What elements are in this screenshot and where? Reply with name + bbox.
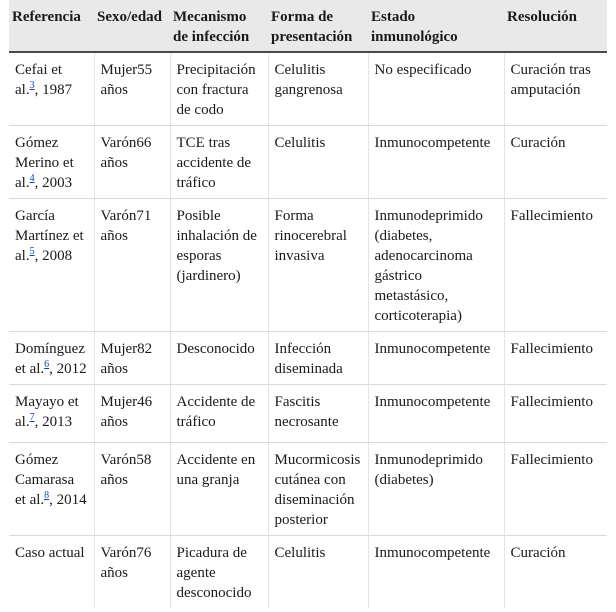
- table-row: [9, 199, 607, 332]
- cell-forma: Infección diseminada: [268, 332, 368, 385]
- table-row: [9, 443, 607, 536]
- ref-text: Cefai et al.: [15, 62, 63, 98]
- cell-estado: Inmunocompetente: [368, 385, 504, 443]
- cell-mecanismo: TCE tras accidente de tráfico: [170, 126, 268, 199]
- citation-link[interactable]: 4: [29, 173, 35, 184]
- header-estado: Estado inmunológico: [368, 0, 504, 52]
- table-header: [9, 0, 607, 52]
- ref-year: , 2013: [34, 414, 73, 430]
- cell-referencia: [9, 385, 94, 443]
- table-body: [9, 52, 607, 608]
- cell-sexo-edad: Varón66 años: [94, 126, 170, 199]
- cell-mecanismo: Precipitación con fractura de codo: [170, 52, 268, 126]
- header-forma: Forma de presentación: [268, 0, 368, 52]
- ref-year: , 2012: [49, 361, 87, 377]
- cell-estado: Inmunocompetente: [368, 332, 504, 385]
- table-row: [9, 126, 607, 199]
- cell-resolucion: Curación: [510, 545, 566, 561]
- cell-mecanismo: Posible inhalación de esporas (jardinero): [170, 199, 268, 332]
- header-referencia: Referencia: [9, 0, 94, 52]
- cell-referencia: [9, 443, 94, 536]
- cell-forma: Forma rinocerebral invasiva: [268, 199, 368, 332]
- ref-text: Gómez Camarasa et al.: [15, 452, 75, 508]
- cell-mecanismo: Accidente en una granja: [170, 443, 268, 536]
- cell-referencia: [9, 126, 94, 199]
- cell-sexo-edad: Varón58 años: [94, 443, 170, 536]
- cell-estado: Inmunocompetente: [368, 536, 504, 609]
- ref-text: Gómez Merino et al.: [15, 135, 74, 191]
- cell-sexo-edad: Varón76 años: [94, 536, 170, 609]
- ref-text: Mayayo et al.: [15, 394, 79, 430]
- ref-text: Domínguez et al.: [15, 341, 85, 377]
- citation-link[interactable]: 6: [44, 359, 50, 370]
- header-resolucion: Resolución: [504, 0, 607, 52]
- citation-link[interactable]: 8: [44, 490, 50, 501]
- ref-year: , 1987: [34, 82, 73, 98]
- cell-sexo-edad: Mujer46 años: [94, 385, 170, 443]
- citation-link[interactable]: 7: [29, 412, 35, 423]
- cell-estado: Inmunodeprimido (diabetes): [368, 443, 504, 536]
- cell-mecanismo: Accidente de tráfico: [170, 385, 268, 443]
- cell-referencia: [9, 536, 94, 609]
- cell-mecanismo: Desconocido: [170, 332, 268, 385]
- citation-link[interactable]: 5: [29, 246, 35, 257]
- cell-sexo-edad: Varón71 años: [94, 199, 170, 332]
- table-row: [9, 332, 607, 385]
- ref-year: , 2014: [49, 492, 87, 508]
- cell-estado: Inmunodeprimido (diabetes, adenocarcinoma gástrico metastásico, corticoterapia): [368, 199, 504, 332]
- cell-resolucion: Fallecimiento: [504, 332, 607, 385]
- cell-resolucion: Curación: [504, 126, 607, 199]
- table-row: [9, 385, 607, 443]
- cell-referencia: [9, 52, 94, 126]
- table-row: [9, 52, 607, 126]
- cell-resolucion: Fallecimiento: [504, 443, 607, 536]
- header-mecanismo: Mecanismo de infección: [170, 0, 268, 52]
- cell-resolucion: Curación tras amputación: [504, 52, 607, 126]
- cell-referencia: [9, 332, 94, 385]
- header-sexo-edad: Sexo/edad: [94, 0, 170, 52]
- cell-forma: Fascitis necrosante: [268, 385, 368, 443]
- cell-forma: Celulitis gangrenosa: [268, 52, 368, 126]
- cell-forma: Celulitis: [268, 536, 368, 609]
- cases-table: [9, 0, 607, 608]
- citation-link[interactable]: 3: [29, 80, 35, 91]
- ref-year: , 2008: [34, 248, 73, 264]
- cell-sexo-edad: Mujer82 años: [94, 332, 170, 385]
- ref-year: , 2003: [34, 175, 73, 191]
- cell-resolucion: Fallecimiento: [504, 385, 607, 443]
- cell-sexo-edad: Mujer55 años: [94, 52, 170, 126]
- cell-estado: Inmunocompetente: [368, 126, 504, 199]
- ref-text: Caso actual: [15, 545, 85, 561]
- cell-estado: No especificado: [368, 52, 504, 126]
- cell-resolucion: Fallecimiento: [504, 199, 607, 332]
- cell-forma: Celulitis: [268, 126, 368, 199]
- header-row: [9, 0, 607, 52]
- cell-referencia: [9, 199, 94, 332]
- ref-text: García Martínez et al.: [15, 208, 84, 264]
- cell-forma: Mucormicosis cutánea con diseminación posterior: [268, 443, 368, 536]
- table-row: [9, 536, 607, 609]
- cell-mecanismo: Picadura de agente desconocido: [170, 536, 268, 609]
